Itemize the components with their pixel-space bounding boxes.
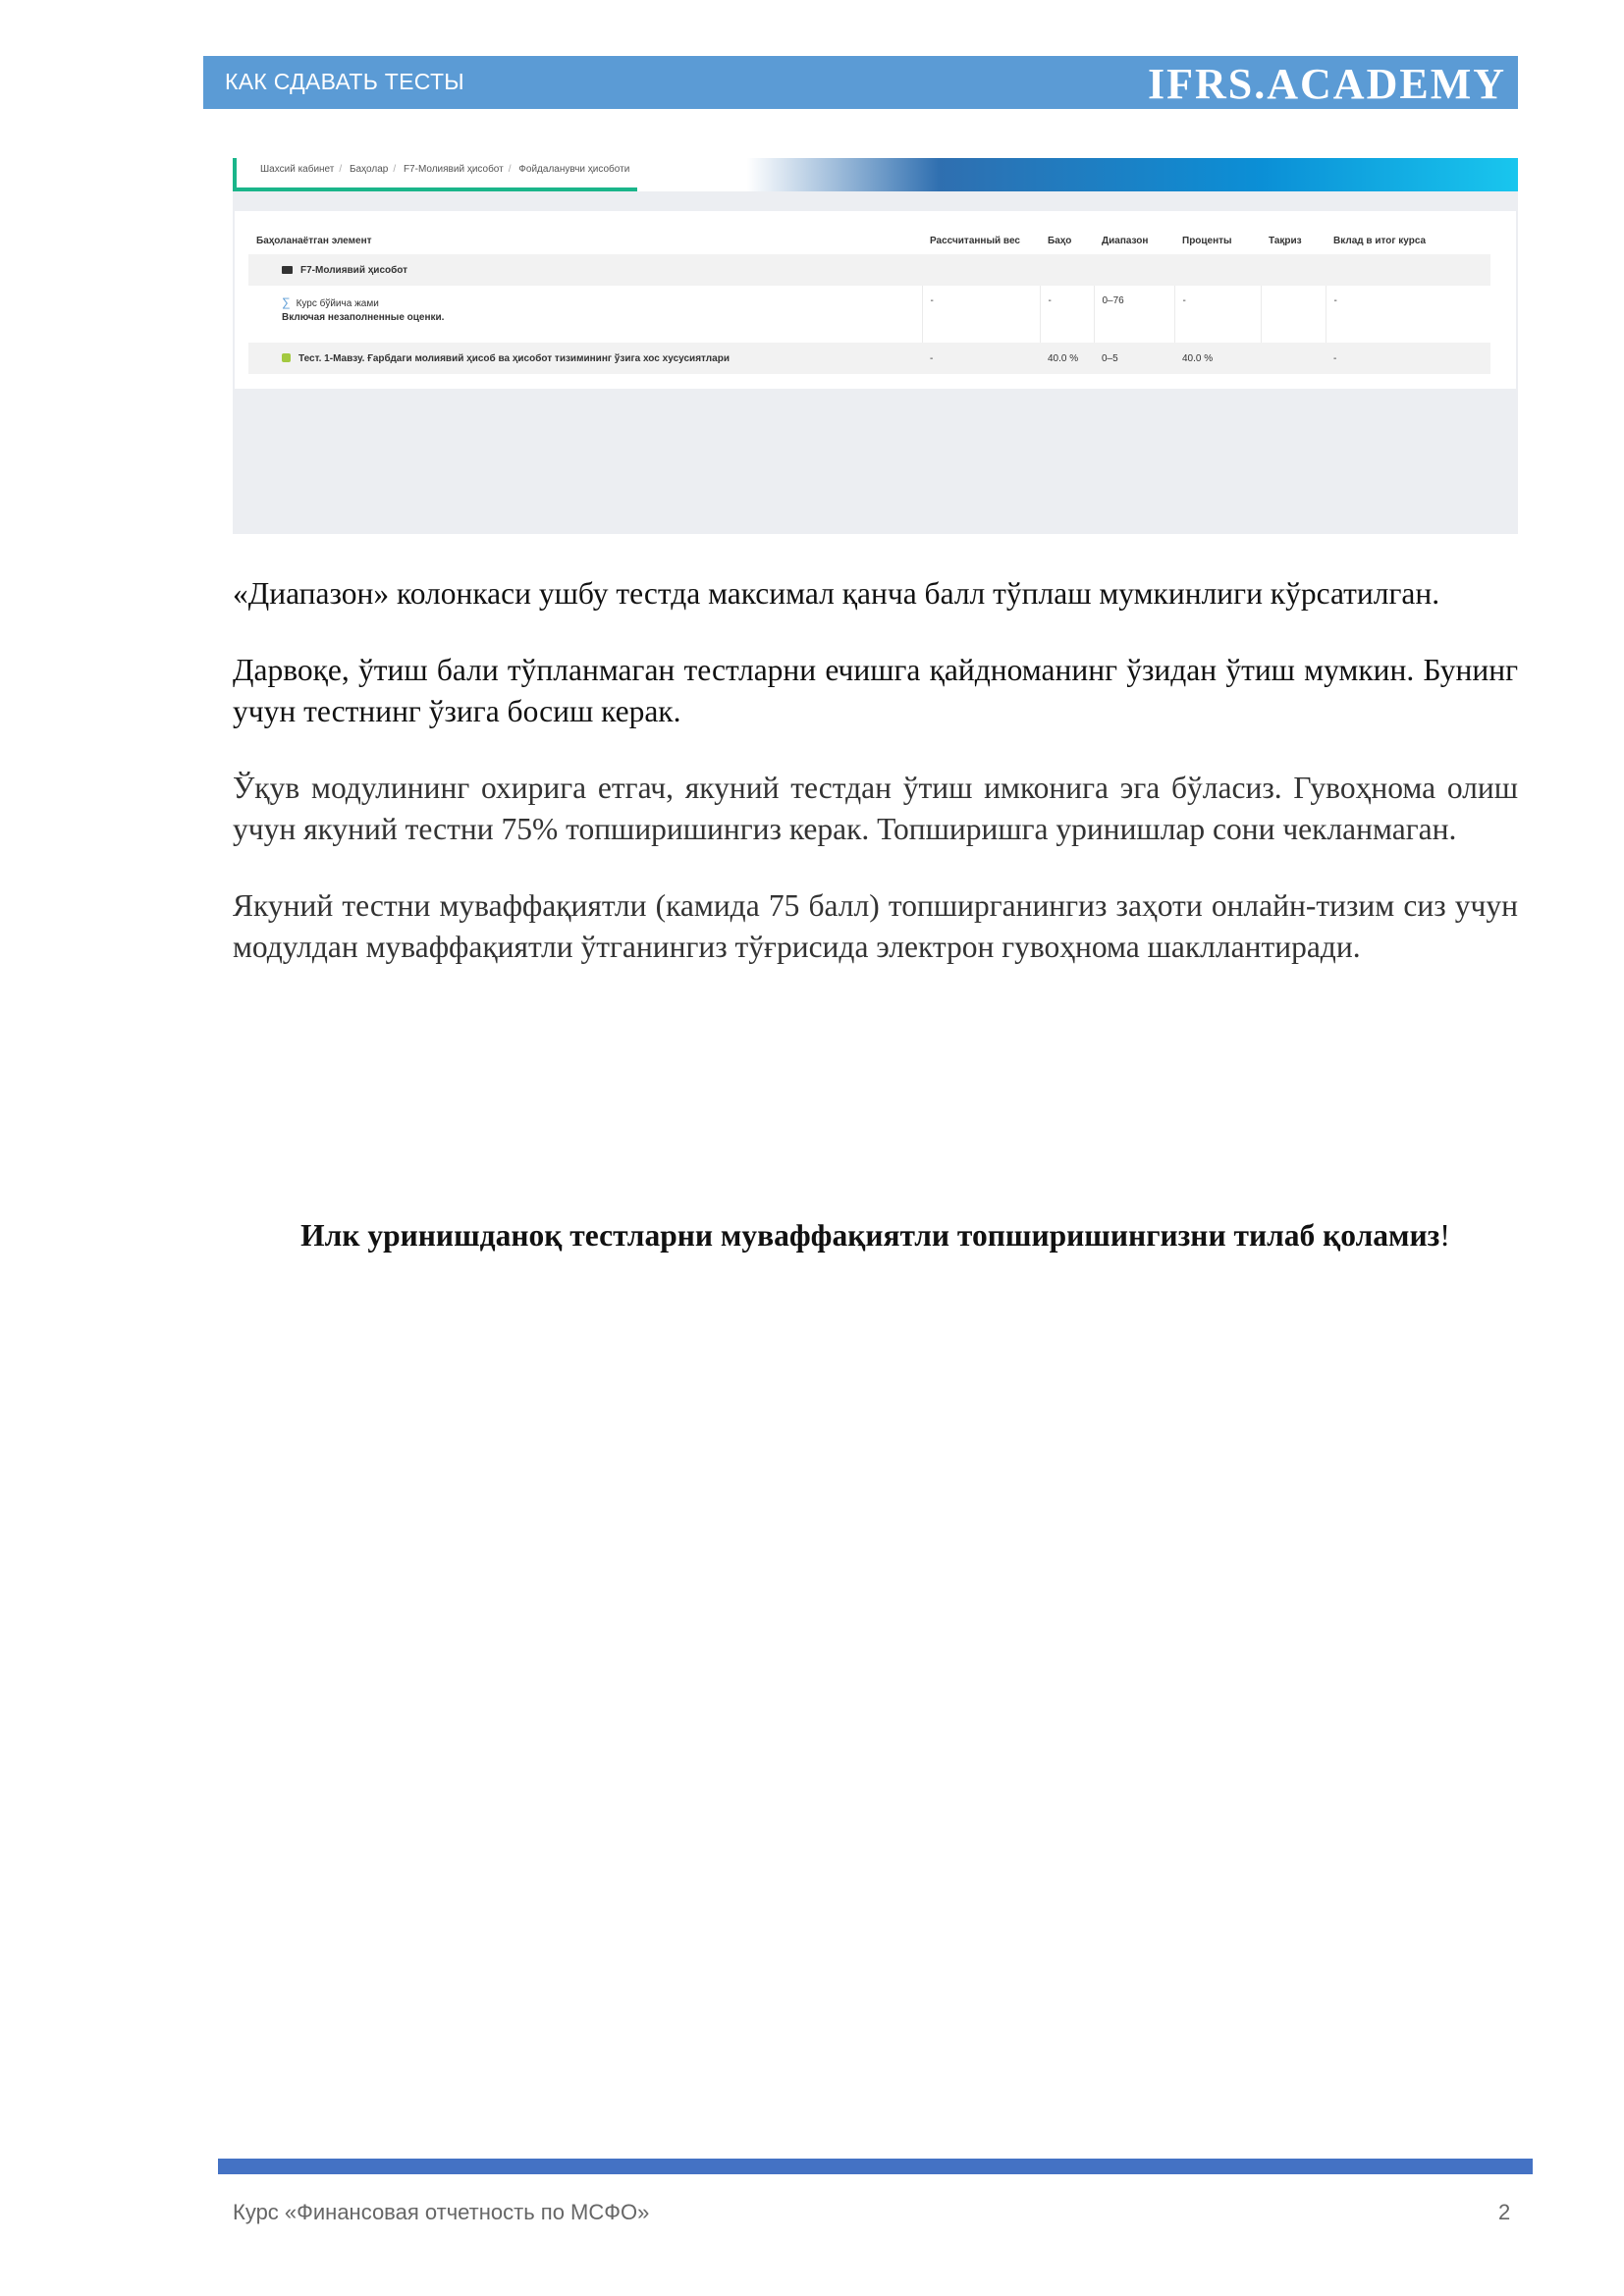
footer-course: Курс «Финансовая отчетность по МСФО» — [233, 2200, 650, 2224]
category-row — [248, 254, 1490, 286]
body-text — [233, 573, 1518, 1003]
column-header: Проценты — [1182, 235, 1232, 246]
breadcrumb-item[interactable]: Шахсий кабинет — [260, 164, 335, 175]
feedback-cell — [1261, 343, 1326, 374]
table-row — [248, 286, 1490, 343]
column-header: Тақриз — [1269, 235, 1302, 246]
percent-cell: - — [1174, 286, 1261, 343]
column-header: Баҳоланаётган элемент — [256, 235, 372, 246]
weight-cell: - — [922, 286, 1040, 343]
grade-cell: - — [1040, 286, 1094, 343]
category-name: F7-Молиявий ҳисобот — [300, 264, 408, 276]
closing-wish — [233, 1216, 1518, 1255]
grade-cell: 40.0 % — [1040, 343, 1094, 374]
brand-logo: IFRS.ACADEMY — [1148, 60, 1506, 108]
breadcrumb: Шахсий кабинет / Баҳолар / F7-Молиявий ҳисобот / Фойдаланувчи ҳисоботи — [233, 158, 637, 191]
quiz-icon — [282, 353, 291, 362]
folder-icon — [282, 266, 293, 274]
breadcrumb-item[interactable]: Баҳолар — [349, 164, 389, 175]
embedded-screenshot — [233, 158, 1518, 534]
page-header — [203, 56, 1518, 109]
paragraph: Якуний тестни муваффақиятли (камида 75 балл) топширганингиз заҳоти онлайн-тизим сиз учун модулдан муваффақиятли ўтганингиз тўғрисида электрон гувоҳнома шакллантиради. — [233, 888, 1518, 964]
grades-card — [235, 211, 1516, 389]
breadcrumb-item[interactable]: F7-Молиявий ҳисобот — [403, 164, 504, 175]
column-header: Рассчитанный вес — [930, 235, 1020, 246]
weight-cell: - — [922, 343, 1040, 374]
table-header-row — [248, 227, 1490, 254]
column-header: Баҳо — [1048, 235, 1072, 246]
contribution-cell: - — [1326, 343, 1490, 374]
column-header: Диапазон — [1102, 235, 1149, 246]
paragraph: «Диапазон» колонкаси ушбу тестда максимал қанча балл тўплаш мумкинлиги кўрсатилган. — [233, 576, 1440, 611]
paragraph: Дарвоқе, ўтиш бали тўпланмаган тестларни ечишга қайдноманинг ўзидан ўтиш мумкин. Бунинг учун тестнинг ўзига босиш керак. — [233, 653, 1518, 728]
paragraph: Ўқув модулининг охирига етгач, якуний тестдан ўтиш имконига эга бўласиз. Гувоҳнома олиш учун якуний тестни 75% топширишингиз керак. Топширишга уринишлар сони чекланмаган. — [233, 771, 1518, 846]
table-row — [248, 343, 1490, 374]
grades-table — [248, 227, 1490, 374]
closing-punct: ! — [1439, 1218, 1450, 1253]
percent-cell: 40.0 % — [1174, 343, 1261, 374]
column-header: Вклад в итог курса — [1333, 235, 1427, 246]
contribution-cell: - — [1326, 286, 1490, 343]
breadcrumb-item: Фойдаланувчи ҳисоботи — [518, 164, 630, 175]
header-title: КАК СДАВАТЬ ТЕСТЫ — [225, 69, 464, 94]
footer-divider — [218, 2159, 1533, 2174]
range-cell: 0–76 — [1094, 286, 1174, 343]
feedback-cell — [1261, 286, 1326, 343]
total-note: Включая незаполненные оценки. — [282, 312, 445, 323]
closing-text: Илк уринишданоқ тестларни муваффақиятли топширишингизни тилаб қоламиз — [300, 1218, 1440, 1253]
range-cell: 0–5 — [1094, 343, 1174, 374]
quiz-link[interactable]: Тест. 1-Мавзу. Ғарбдаги молиявий ҳисоб ва ҳисобот тизимининг ўзига хос хусусиятлари — [298, 352, 730, 364]
sigma-icon: ∑ — [282, 295, 291, 309]
total-name: Курс бўйича жами — [296, 298, 379, 309]
page-number: 2 — [1498, 2200, 1511, 2224]
